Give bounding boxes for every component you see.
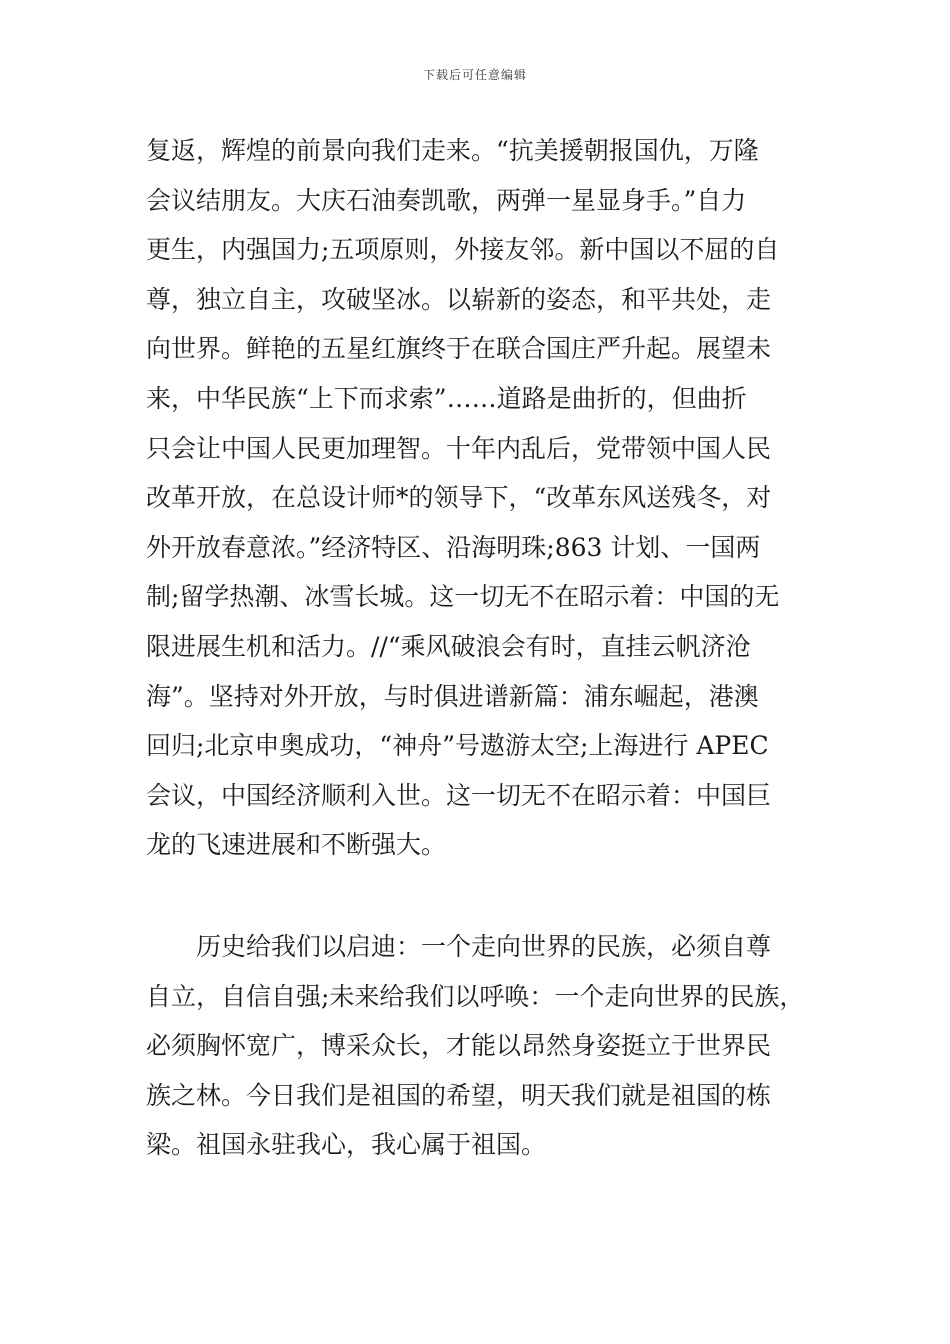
paragraph-1 (146, 126, 812, 870)
text-line: 外开放春意浓。”经济特区、沿海明珠;863 计划、一国两 (146, 532, 761, 562)
text-line: 向世界。鲜艳的五星红旗终于在联合国庄严升起。展望未 (146, 334, 772, 364)
text-line: 必须胸怀宽广，博采众长，才能以昂然身姿挺立于世界民 (146, 1031, 772, 1061)
text-line: 回归;北京申奥成功，“神舟”号遨游太空;上海进行 APEC (146, 731, 769, 761)
text-line: 制;留学热潮、冰雪长城。这一切无不在昭示着：中国的无 (146, 582, 780, 612)
text-line: 族之林。今日我们是祖国的希望，明天我们就是祖国的栋 (146, 1080, 772, 1110)
text-line: 历史给我们以启迪：一个走向世界的民族，必须自尊 (146, 932, 772, 961)
text-line: 梁。祖国永驻我心，我心属于祖国。 (146, 1130, 547, 1160)
paragraph-2 (146, 922, 812, 1170)
text-line: 会议结朋友。大庆石油奏凯歌，两弹一星显身手。”自力 (146, 185, 747, 215)
text-line: 尊，独立自主，攻破坚冰。以崭新的姿态，和平共处，走 (146, 284, 772, 314)
text-line: 更生，内强国力;五项原则，外接友邻。新中国以不屈的自 (146, 235, 780, 265)
page-header: 下载后可任意编辑 (422, 68, 527, 82)
text-line: 改革开放，在总设计师*的领导下，“改革东风送残冬，对 (146, 483, 772, 513)
text-line: 海”。坚持对外开放，与时俱进谱新篇：浦东崛起，港澳 (146, 681, 759, 711)
text-line: 只会让中国人民更加理智。十年内乱后，党带领中国人民 (146, 433, 772, 463)
text-line: 复返，辉煌的前景向我们走来。“抗美援朝报国仇，万隆 (146, 136, 759, 165)
text-line: 来，中华民族“上下而求索”……道路是曲折的，但曲折 (146, 383, 747, 413)
text-line: 龙的飞速进展和不断强大。 (146, 830, 447, 860)
text-line: 自立，自信自强;未来给我们以呼唤：一个走向世界的民族， (146, 981, 805, 1011)
text-line: 会议，中国经济顺利入世。这一切无不在昭示着：中国巨 (146, 780, 772, 810)
text-line: 限进展生机和活力。//“乘风破浪会有时，直挂云帆济沧 (146, 631, 751, 661)
